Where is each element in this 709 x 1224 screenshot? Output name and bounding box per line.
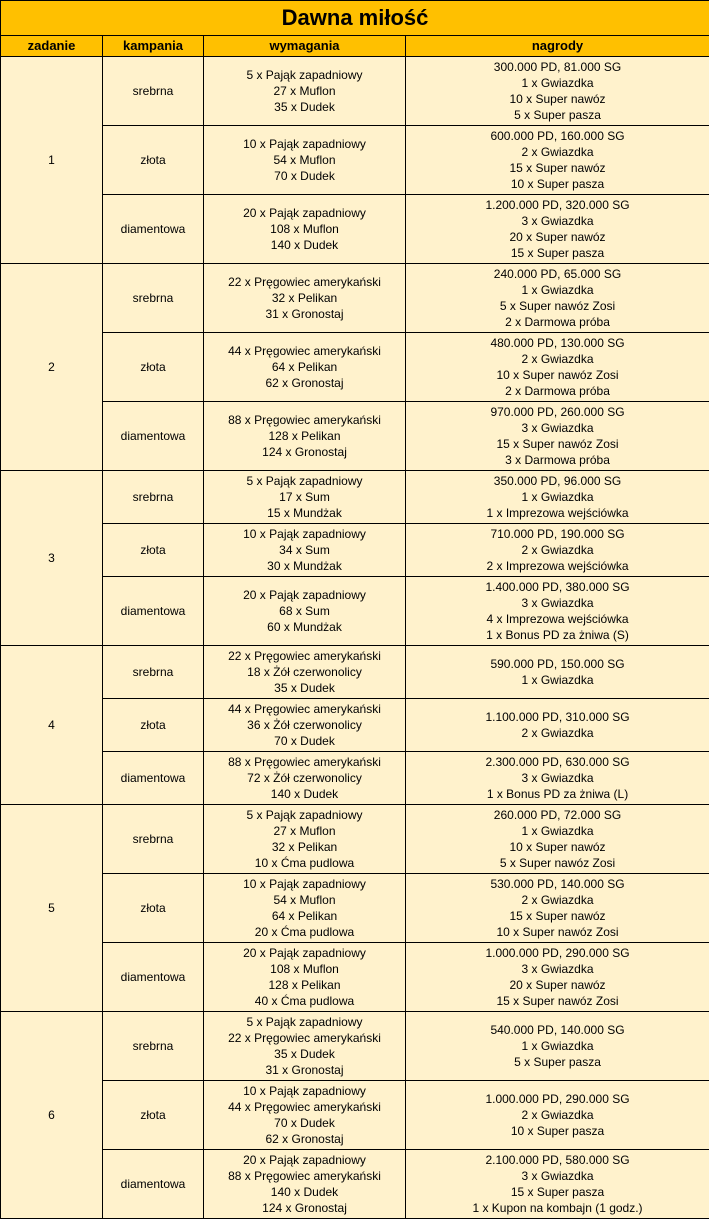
reward-line: 2 x Gwiazdka bbox=[521, 352, 594, 366]
reward-line: 10 x Super nawóz Zosi bbox=[496, 368, 619, 382]
rewards-cell bbox=[406, 699, 709, 752]
table-row bbox=[1, 699, 709, 752]
requirement-line: 20 x Ćma pudlowa bbox=[254, 925, 355, 939]
requirements-cell bbox=[204, 646, 406, 699]
requirements-cell bbox=[204, 699, 406, 752]
rewards-cell bbox=[406, 1081, 709, 1150]
reward-line: 1.000.000 PD, 290.000 SG bbox=[485, 1092, 630, 1106]
page-title: Dawna miłość bbox=[1, 1, 709, 36]
rewards-cell bbox=[406, 1150, 709, 1219]
requirements-cell bbox=[204, 333, 406, 402]
table-row bbox=[1, 402, 709, 471]
rewards-cell bbox=[406, 577, 709, 646]
campaign-name: złota bbox=[103, 699, 204, 752]
campaign-name: srebrna bbox=[103, 805, 204, 874]
reward-line: 1.100.000 PD, 310.000 SG bbox=[485, 710, 630, 724]
requirements-cell bbox=[204, 264, 406, 333]
task-number: 5 bbox=[1, 805, 103, 1012]
reward-line: 350.000 PD, 96.000 SG bbox=[493, 474, 622, 488]
requirement-line: 44 x Pręgowiec amerykański bbox=[228, 344, 381, 358]
requirement-line: 32 x Pelikan bbox=[271, 840, 338, 854]
requirement-line: 20 x Pająk zapadniowy bbox=[243, 946, 366, 960]
campaign-name: diamentowa bbox=[103, 195, 204, 264]
reward-line: 600.000 PD, 160.000 SG bbox=[490, 129, 625, 143]
reward-line: 15 x Super nawóz Zosi bbox=[496, 994, 619, 1008]
header-task: zadanie bbox=[1, 36, 103, 57]
reward-line: 5 x Super nawóz Zosi bbox=[499, 299, 616, 313]
requirement-line: 18 x Żół czerwonolicy bbox=[247, 665, 362, 679]
reward-line: 2 x Gwiazdka bbox=[521, 145, 594, 159]
campaign-name: złota bbox=[103, 524, 204, 577]
reward-line: 1 x Gwiazdka bbox=[521, 490, 594, 504]
requirements-cell bbox=[204, 471, 406, 524]
requirement-line: 140 x Dudek bbox=[270, 787, 339, 801]
requirement-line: 44 x Pręgowiec amerykański bbox=[228, 1100, 381, 1114]
reward-line: 10 x Super nawóz Zosi bbox=[496, 925, 619, 939]
reward-line: 530.000 PD, 140.000 SG bbox=[490, 877, 625, 891]
requirement-line: 5 x Pająk zapadniowy bbox=[246, 474, 363, 488]
reward-line: 3 x Gwiazdka bbox=[521, 1169, 594, 1183]
reward-line: 5 x Super nawóz Zosi bbox=[499, 856, 616, 870]
reward-line: 3 x Gwiazdka bbox=[521, 962, 594, 976]
campaign-name: srebrna bbox=[103, 264, 204, 333]
table-row bbox=[1, 1012, 709, 1081]
requirement-line: 62 x Gronostaj bbox=[265, 1132, 344, 1146]
table-row bbox=[1, 752, 709, 805]
reward-line: 15 x Super nawóz Zosi bbox=[496, 437, 619, 451]
rewards-cell bbox=[406, 805, 709, 874]
reward-line: 3 x Darmowa próba bbox=[505, 453, 610, 467]
requirements-cell bbox=[204, 1012, 406, 1081]
campaign-name: diamentowa bbox=[103, 752, 204, 805]
requirements-cell bbox=[204, 402, 406, 471]
table-row bbox=[1, 57, 709, 126]
requirement-line: 124 x Gronostaj bbox=[262, 445, 347, 459]
reward-line: 5 x Super pasza bbox=[514, 1055, 601, 1069]
reward-line: 3 x Gwiazdka bbox=[521, 214, 594, 228]
requirement-line: 40 x Ćma pudlowa bbox=[254, 994, 355, 1008]
requirement-line: 140 x Dudek bbox=[270, 1185, 339, 1199]
requirement-line: 70 x Dudek bbox=[274, 734, 335, 748]
requirements-cell bbox=[204, 1081, 406, 1150]
requirements-cell bbox=[204, 57, 406, 126]
task-number: 4 bbox=[1, 646, 103, 805]
requirements-cell bbox=[204, 1150, 406, 1219]
rewards-cell bbox=[406, 943, 709, 1012]
table-row bbox=[1, 1150, 709, 1219]
requirement-line: 30 x Mundżak bbox=[267, 559, 342, 573]
requirement-line: 5 x Pająk zapadniowy bbox=[246, 808, 363, 822]
requirements-cell bbox=[204, 752, 406, 805]
campaign-name: diamentowa bbox=[103, 402, 204, 471]
requirement-line: 20 x Pająk zapadniowy bbox=[243, 1153, 366, 1167]
requirement-line: 88 x Pręgowiec amerykański bbox=[228, 1169, 381, 1183]
requirement-line: 70 x Dudek bbox=[274, 1116, 335, 1130]
table-row bbox=[1, 333, 709, 402]
requirement-line: 62 x Gronostaj bbox=[265, 376, 344, 390]
reward-line: 970.000 PD, 260.000 SG bbox=[490, 405, 625, 419]
requirement-line: 5 x Pająk zapadniowy bbox=[246, 68, 363, 82]
table-row bbox=[1, 126, 709, 195]
requirement-line: 35 x Dudek bbox=[274, 1047, 335, 1061]
reward-line: 5 x Super pasza bbox=[514, 108, 601, 122]
reward-line: 1 x Gwiazdka bbox=[521, 1039, 594, 1053]
table-row bbox=[1, 524, 709, 577]
requirements-cell bbox=[204, 524, 406, 577]
reward-line: 10 x Super nawóz bbox=[509, 92, 606, 106]
requirement-line: 22 x Pręgowiec amerykański bbox=[228, 649, 381, 663]
requirement-line: 17 x Sum bbox=[279, 490, 330, 504]
requirement-line: 27 x Muflon bbox=[273, 84, 336, 98]
requirements-cell bbox=[204, 126, 406, 195]
reward-line: 1.000.000 PD, 290.000 SG bbox=[485, 946, 630, 960]
requirements-cell bbox=[204, 577, 406, 646]
reward-line: 240.000 PD, 65.000 SG bbox=[493, 267, 622, 281]
task-number: 1 bbox=[1, 57, 103, 264]
reward-line: 710.000 PD, 190.000 SG bbox=[490, 527, 625, 541]
reward-line: 300.000 PD, 81.000 SG bbox=[493, 60, 622, 74]
requirement-line: 34 x Sum bbox=[279, 543, 330, 557]
header-campaign: kampania bbox=[103, 36, 204, 57]
task-number: 3 bbox=[1, 471, 103, 646]
campaign-name: srebrna bbox=[103, 471, 204, 524]
reward-line: 2 x Imprezowa wejściówka bbox=[486, 559, 629, 573]
table-row bbox=[1, 195, 709, 264]
campaign-name: złota bbox=[103, 1081, 204, 1150]
reward-line: 2 x Gwiazdka bbox=[521, 726, 594, 740]
task-number: 6 bbox=[1, 1012, 103, 1219]
campaign-name: diamentowa bbox=[103, 943, 204, 1012]
campaign-name: srebrna bbox=[103, 1012, 204, 1081]
requirement-line: 22 x Pręgowiec amerykański bbox=[228, 1031, 381, 1045]
requirement-line: 10 x Ćma pudlowa bbox=[254, 856, 355, 870]
reward-line: 1 x Gwiazdka bbox=[521, 824, 594, 838]
requirement-line: 54 x Muflon bbox=[273, 893, 336, 907]
table-row bbox=[1, 943, 709, 1012]
rewards-cell bbox=[406, 1012, 709, 1081]
requirement-line: 10 x Pająk zapadniowy bbox=[243, 527, 366, 541]
reward-line: 3 x Gwiazdka bbox=[521, 596, 594, 610]
requirement-line: 31 x Gronostaj bbox=[265, 307, 344, 321]
requirements-cell bbox=[204, 195, 406, 264]
reward-line: 540.000 PD, 140.000 SG bbox=[490, 1023, 625, 1037]
requirement-line: 15 x Mundżak bbox=[267, 506, 342, 520]
requirement-line: 88 x Pręgowiec amerykański bbox=[228, 413, 381, 427]
requirements-cell bbox=[204, 805, 406, 874]
requirement-line: 35 x Dudek bbox=[274, 100, 335, 114]
requirement-line: 128 x Pelikan bbox=[268, 429, 341, 443]
reward-line: 260.000 PD, 72.000 SG bbox=[493, 808, 622, 822]
reward-line: 1 x Gwiazdka bbox=[521, 673, 594, 687]
reward-line: 10 x Super pasza bbox=[510, 1124, 605, 1138]
requirement-line: 54 x Muflon bbox=[273, 153, 336, 167]
requirement-line: 20 x Pająk zapadniowy bbox=[243, 206, 366, 220]
campaign-name: srebrna bbox=[103, 57, 204, 126]
reward-line: 15 x Super nawóz bbox=[509, 161, 606, 175]
rewards-cell bbox=[406, 402, 709, 471]
requirement-line: 64 x Pelikan bbox=[271, 909, 338, 923]
reward-line: 3 x Gwiazdka bbox=[521, 421, 594, 435]
requirement-line: 128 x Pelikan bbox=[268, 978, 341, 992]
requirement-line: 44 x Pręgowiec amerykański bbox=[228, 702, 381, 716]
campaign-name: złota bbox=[103, 333, 204, 402]
table-row bbox=[1, 264, 709, 333]
requirement-line: 10 x Pająk zapadniowy bbox=[243, 137, 366, 151]
reward-line: 1 x Bonus PD za żniwa (L) bbox=[486, 787, 629, 801]
reward-line: 590.000 PD, 150.000 SG bbox=[490, 657, 625, 671]
requirement-line: 70 x Dudek bbox=[274, 169, 335, 183]
reward-line: 2 x Gwiazdka bbox=[521, 1108, 594, 1122]
reward-line: 2 x Gwiazdka bbox=[521, 893, 594, 907]
reward-line: 20 x Super nawóz bbox=[509, 978, 606, 992]
reward-line: 4 x Imprezowa wejściówka bbox=[486, 612, 629, 626]
requirement-line: 68 x Sum bbox=[279, 604, 330, 618]
rewards-cell bbox=[406, 126, 709, 195]
requirement-line: 88 x Pręgowiec amerykański bbox=[228, 755, 381, 769]
campaign-name: diamentowa bbox=[103, 1150, 204, 1219]
reward-line: 1 x Gwiazdka bbox=[521, 76, 594, 90]
requirement-line: 32 x Pelikan bbox=[271, 291, 338, 305]
reward-line: 1.200.000 PD, 320.000 SG bbox=[485, 198, 630, 212]
reward-line: 2 x Gwiazdka bbox=[521, 543, 594, 557]
reward-line: 1 x Bonus PD za żniwa (S) bbox=[486, 628, 629, 642]
table-row bbox=[1, 577, 709, 646]
rewards-cell bbox=[406, 752, 709, 805]
reward-line: 1 x Kupon na kombajn (1 godz.) bbox=[472, 1201, 643, 1215]
reward-line: 1 x Gwiazdka bbox=[521, 283, 594, 297]
reward-line: 2.100.000 PD, 580.000 SG bbox=[485, 1153, 630, 1167]
reward-line: 15 x Super pasza bbox=[510, 1185, 605, 1199]
requirement-line: 60 x Mundżak bbox=[267, 620, 342, 634]
rewards-cell bbox=[406, 471, 709, 524]
reward-line: 10 x Super pasza bbox=[510, 177, 605, 191]
rewards-cell bbox=[406, 57, 709, 126]
table-row bbox=[1, 1081, 709, 1150]
reward-line: 20 x Super nawóz bbox=[509, 230, 606, 244]
requirement-line: 10 x Pająk zapadniowy bbox=[243, 1084, 366, 1098]
requirement-line: 20 x Pająk zapadniowy bbox=[243, 588, 366, 602]
requirement-line: 72 x Żół czerwonolicy bbox=[247, 771, 362, 785]
requirement-line: 22 x Pręgowiec amerykański bbox=[228, 275, 381, 289]
requirement-line: 64 x Pelikan bbox=[271, 360, 338, 374]
campaign-name: srebrna bbox=[103, 646, 204, 699]
table-row bbox=[1, 805, 709, 874]
campaign-name: diamentowa bbox=[103, 577, 204, 646]
requirement-line: 31 x Gronostaj bbox=[265, 1063, 344, 1077]
reward-line: 1 x Imprezowa wejściówka bbox=[486, 506, 629, 520]
rewards-cell bbox=[406, 264, 709, 333]
reward-line: 1.400.000 PD, 380.000 SG bbox=[485, 580, 630, 594]
reward-line: 480.000 PD, 130.000 SG bbox=[490, 336, 625, 350]
campaign-name: złota bbox=[103, 874, 204, 943]
requirement-line: 35 x Dudek bbox=[274, 681, 335, 695]
reward-line: 15 x Super nawóz bbox=[509, 909, 606, 923]
reward-line: 10 x Super nawóz bbox=[509, 840, 606, 854]
rewards-cell bbox=[406, 195, 709, 264]
requirement-line: 108 x Muflon bbox=[270, 962, 339, 976]
requirement-line: 140 x Dudek bbox=[270, 238, 339, 252]
requirement-line: 36 x Żół czerwonolicy bbox=[247, 718, 362, 732]
table-row bbox=[1, 646, 709, 699]
quest-body bbox=[1, 57, 709, 1219]
reward-line: 2 x Darmowa próba bbox=[505, 384, 610, 398]
reward-line: 15 x Super pasza bbox=[510, 246, 605, 260]
requirements-cell bbox=[204, 874, 406, 943]
rewards-cell bbox=[406, 524, 709, 577]
requirements-cell bbox=[204, 943, 406, 1012]
reward-line: 2 x Darmowa próba bbox=[505, 315, 610, 329]
campaign-name: złota bbox=[103, 126, 204, 195]
reward-line: 3 x Gwiazdka bbox=[521, 771, 594, 785]
requirement-line: 5 x Pająk zapadniowy bbox=[246, 1015, 363, 1029]
requirement-line: 108 x Muflon bbox=[270, 222, 339, 236]
reward-line: 2.300.000 PD, 630.000 SG bbox=[485, 755, 630, 769]
rewards-cell bbox=[406, 646, 709, 699]
table-row bbox=[1, 874, 709, 943]
rewards-cell bbox=[406, 333, 709, 402]
header-rewards: nagrody bbox=[406, 36, 709, 57]
table-row bbox=[1, 471, 709, 524]
task-number: 2 bbox=[1, 264, 103, 471]
header-requirements: wymagania bbox=[204, 36, 406, 57]
rewards-cell bbox=[406, 874, 709, 943]
requirement-line: 10 x Pająk zapadniowy bbox=[243, 877, 366, 891]
requirement-line: 27 x Muflon bbox=[273, 824, 336, 838]
requirement-line: 124 x Gronostaj bbox=[262, 1201, 347, 1215]
